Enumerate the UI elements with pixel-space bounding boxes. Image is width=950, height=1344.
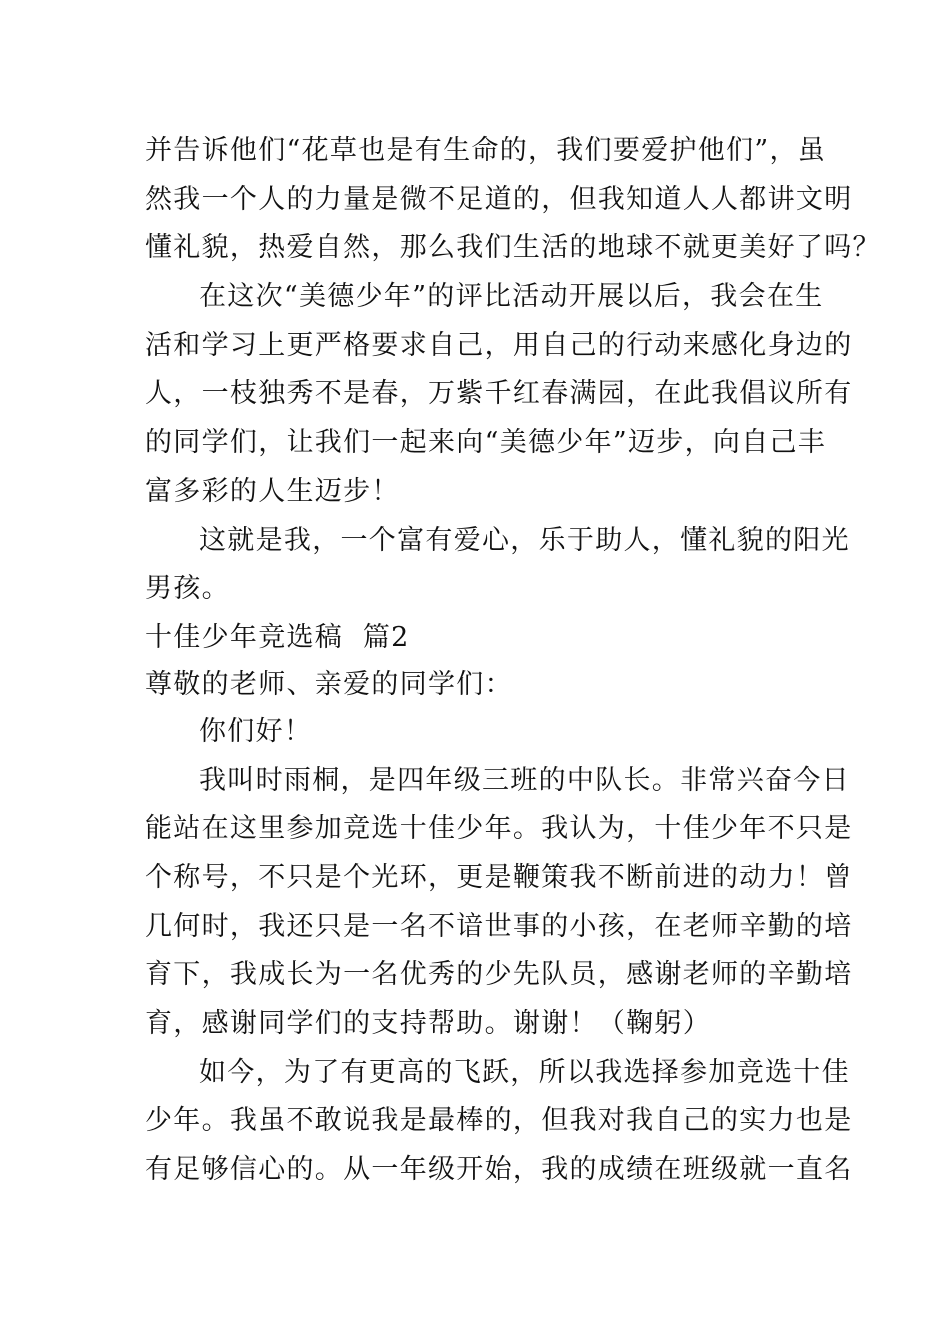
text-line: 少年。我虽不敢说我是最棒的，但我对我自己的实力也是 [145,1105,853,1137]
greeting: 你们好！ [199,715,313,747]
text-line: 然我一个人的力量是微不足道的，但我知道人人都讲文明 [145,183,853,215]
paragraph-4 [145,757,853,1049]
paragraph-2 [145,273,853,516]
text-line: 活和学习上更严格要求自己，用自己的行动来感化身边的 [145,329,853,361]
text-line: 几何时，我还只是一名不谙世事的小孩，在老师辛勤的培 [145,910,853,942]
text-line: 男孩。 [145,573,230,605]
text-line: 懂礼貌，热爱自然，那么我们生活的地球不就更美好了吗？ [145,232,881,264]
text-line: 如今，为了有更高的飞跃，所以我选择参加竞选十佳 [199,1056,850,1088]
text-line: 有足够信心的。从一年级开始，我的成绩在班级就一直名 [145,1154,853,1186]
section-title: 十佳少年竞选稿 篇2 [145,621,410,653]
salutation: 尊敬的老师、亲爱的同学们： [145,668,513,700]
text-line: 这就是我，一个富有爱心，乐于助人，懂礼貌的阳光 [199,524,850,556]
text-line: 育下，我成长为一名优秀的少先队员，感谢老师的辛勤培 [145,959,853,991]
text-line: 能站在这里参加竞选十佳少年。我认为，十佳少年不只是 [145,813,853,845]
text-line: 育，感谢同学们的支持帮助。谢谢！（鞠躬） [145,1008,711,1039]
text-line: 人，一枝独秀不是春，万紫千红春满园，在此我倡议所有 [145,378,853,410]
document-body [145,127,881,1195]
paragraph-3 [145,517,850,614]
text-line: 的同学们，让我们一起来向“美德少年”迈步，向自己丰 [145,427,827,459]
text-line: 我叫时雨桐，是四年级三班的中队长。非常兴奋今日 [199,764,850,796]
paragraph-1 [145,127,881,273]
text-line: 在这次“美德少年”的评比活动开展以后，我会在生 [199,281,824,313]
paragraph-5 [145,1049,853,1195]
text-line: 富多彩的人生迈步！ [145,475,400,507]
text-line: 个称号，不只是个光环，更是鞭策我不断前进的动力！曾 [145,861,853,893]
text-line: 并告诉他们“花草也是有生命的，我们要爱护他们”，虽 [145,135,827,166]
